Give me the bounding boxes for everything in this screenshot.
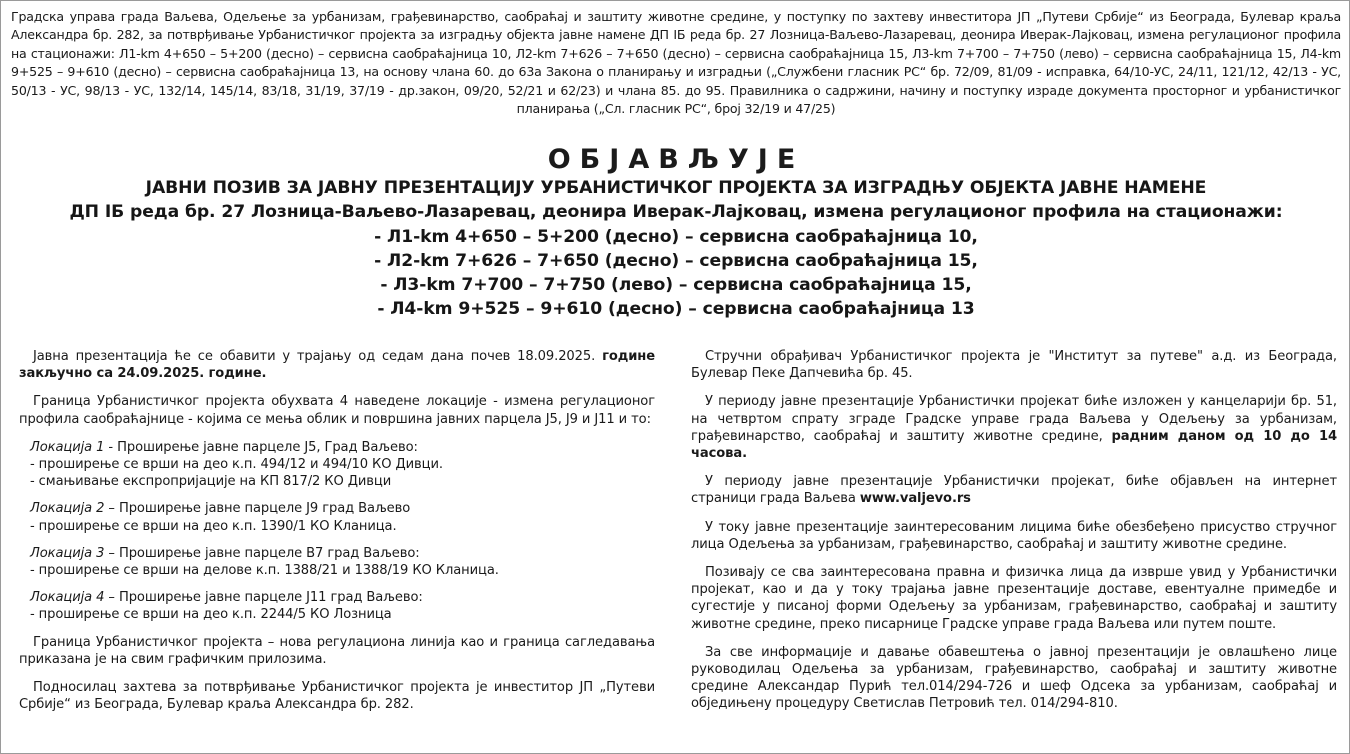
expert-presence-paragraph: У току јавне презентације заинтересованим лицима биће обезбеђено присуство стручног лица Одељења за урбанизам, грађевинарство, саобраћај и заштиту животне средине. bbox=[691, 519, 1337, 552]
exhibition-paragraph: У периоду јавне презентације Урбанистички пројекат биће изложен у канцеларији бр. 51, на четвртом спрату зграде Градске управе града Ваљева у Одељењу за урбанизам, грађевинарство, саобраћај и заштиту животне средине, радним даном од 10 до 14 часова. bbox=[691, 394, 1338, 462]
scope-paragraph: Граница Урбанистичког пројекта обухвата 4 наведене локације - измена регулационог профила саобраћајнице - којима се мења облик и површина јавних парцела Ј5, Ј9 и Ј11 и то: bbox=[19, 394, 655, 427]
invitation-paragraph: Позивају се сва заинтересована правна и физичка лица да изврше увид у Урбанистички пројекат, као и да у току трајања јавне презентације доставе, евентуалне примедбе и сугестије у писаној форми Одељењу за урбанизам, грађевинарство, саобраћај и заштиту животне средине, преко писарнице Градске управе града Ваљева или путем поште. bbox=[691, 565, 1337, 632]
processor-paragraph: Стручни обрађивач Урбанистичког пројекта је "Институт за путеве" а.д. из Београда, Булевар Пеке Дапчевића бр. 45. bbox=[691, 349, 1337, 382]
headline-line-5: - Л3-km 7+700 – 7+750 (лево) – сервисна саобраћајница 15, bbox=[380, 275, 972, 296]
headline-line-1: ЈАВНИ ПОЗИВ ЗА ЈАВНУ ПРЕЗЕНТАЦИЈУ УРБАНИСТИЧКОГ ПРОЈЕКТА ЗА ИЗГРАДЊУ ОБЈЕКТА ЈАВНЕ НАМЕНЕ bbox=[145, 178, 1207, 198]
website-link[interactable]: www.valjevo.rs bbox=[859, 491, 971, 507]
location-1: Локација 1 - Проширење јавне парцеле Ј5, Град Ваљево: - проширење се врши на део к.п. 494/12 и 494/10 КО Дивци. - смањивање експропријације на КП 817/2 КО Дивци bbox=[30, 439, 443, 490]
contact-paragraph: За све информације и давање обавештења о јавној презентацији је овлашћено лице руководилац Одељења за урбанизам, грађевинарство, саобраћај и заштиту животне средине Александар Пурић тел.014/294-726 и шеф Одсека за урбанизам, саобраћај и обједињену процедуру Светислав Петровић тел. 014/294-810. bbox=[691, 644, 1337, 712]
website-paragraph: У периоду јавне презентације Урбанистички пројекат, биће објављен на интернет страници града Ваљева www.valjevo.rs bbox=[691, 474, 1337, 507]
boundary-paragraph: Граница Урбанистичког пројекта – нова регулациона линија као и граница сагледавања приказана је на свим графичким прилозима. bbox=[19, 634, 655, 667]
right-column bbox=[691, 348, 1337, 724]
headline-block bbox=[1, 144, 1350, 322]
applicant-paragraph: Подносилац захтева за потврђивање Урбанистичког пројекта је инвеститор ЈП „Путеви Србије“ из Београда, Булевар краља Александра бр. 282. bbox=[19, 680, 655, 713]
location-3: Локација 3 – Проширење јавне парцеле В7 град Ваљево: - проширење се врши на делове к.п. 1388/21 и 1388/19 КО Кланица. bbox=[30, 545, 499, 579]
intro-paragraph bbox=[11, 8, 1341, 118]
headline-line-2: ДП ІБ реда бр. 27 Лозница-Ваљево-Лазаревац, деонира Иверак-Лајковац, измена регулационог профила на стационажи: bbox=[69, 202, 1283, 223]
headline-line-6: - Л4-km 9+525 – 9+610 (десно) – сервисна саобраћајница 13 bbox=[377, 299, 975, 320]
headline-line-4: - Л2-km 7+626 – 7+650 (десно) – сервисна саобраћајница 15, bbox=[374, 250, 978, 271]
location-4: Локација 4 – Проширење јавне парцеле Ј11 град Ваљево: - проширење се врши на део к.п. 2244/5 КО Лозница bbox=[30, 590, 423, 623]
location-2: Локација 2 – Проширење јавне парцеле Ј9 град Ваљево - проширење се врши на део к.п. 1390/1 КО Кланица. bbox=[30, 501, 411, 534]
presentation-dates: Јавна презентација ће се обавити у трајању од седам дана почев 18.09.2025. године закључно са 24.09.2025. године. bbox=[19, 349, 656, 382]
intro-text: Градска управа града Ваљева, Одељење за урбанизам, грађевинарство, саобраћај и заштиту животне средине, у поступку по захтеву инвеститора ЈП „Путеви Србије“ из Београда, Булевар краља Александра бр. 282, за потврђивање Урбанистичког пројекта за изградњу објекта јавне намене ДП ІБ реда бр. 27 Лозница-Ваљево-Лазаревац, деонира Иверак-Лајковац, измена регулационог профила на стационажи: Л1-km 4+650 – 5+200 (десно) – сервисна саобраћајница 10, Л2-km 7+626 – 7+650 (десно) – сервисна саобраћајница 15, Л3-km 7+700 – 7+750 (лево) – сервисна саобраћајница 15, Л4-km 9+525 – 9+610 (десно) – сервисна саобраћајница 13, на основу члана 60. до 63а Закона о планирању и изградњи („Службени гласник РС“ бр. 72/09, 81/09 - исправка, 64/10-УС, 24/11, 121/12, 42/13 - УС, 50/13 - УС, 98/13 - УС, 132/14, 145/14, 83/18, 31/19, 37/19 - др.закон, 09/20, 52/21 и 62/23) и члана 85. до 95. Правилника о садржини, начину и поступку израде документа просторног и урбанистичког планирања („Сл. гласник РС“, број 32/19 и 47/25) bbox=[11, 9, 1341, 117]
announce-title: ОБЈАВЉУЈЕ bbox=[547, 144, 805, 175]
headline-line-3: - Л1-km 4+650 – 5+200 (десно) – сервисна саобраћајница 10, bbox=[374, 226, 978, 247]
left-column bbox=[19, 348, 655, 724]
